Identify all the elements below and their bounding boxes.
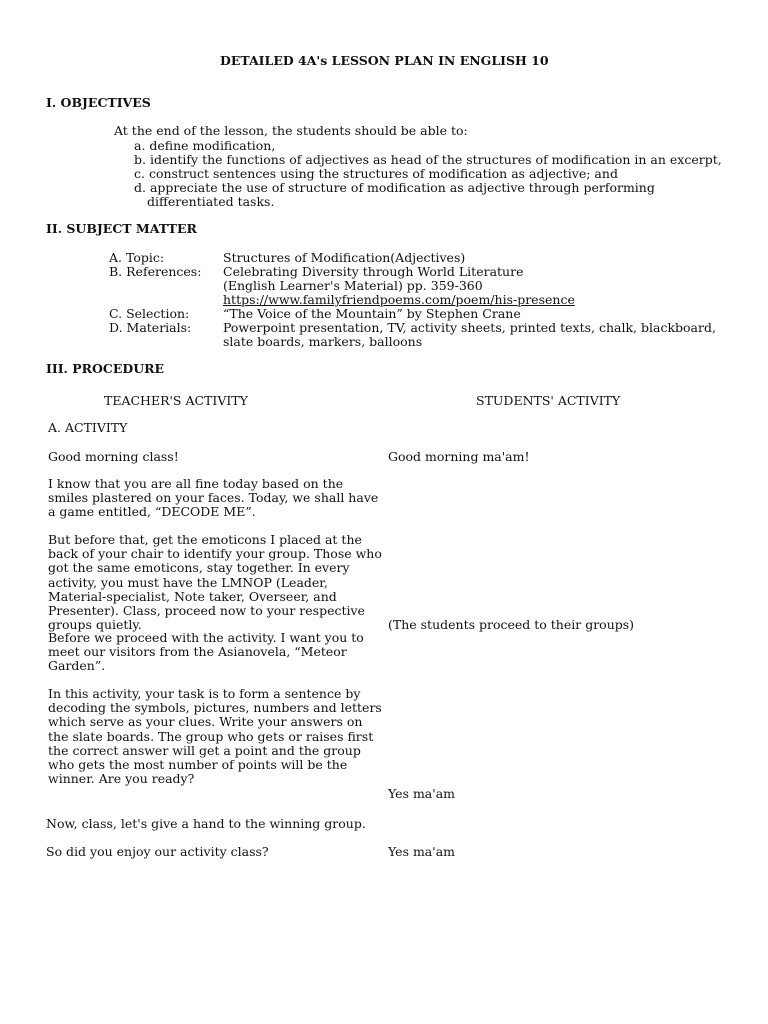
reference-link[interactable]: https://www.familyfriendpoems.com/poem/his-presence [223,292,575,307]
teacher-line: Before we proceed with the activity. I want you to meet our visitors from the Asianovela, “Meteor Garden”. [48,630,364,674]
objective-item: b. identify the functions of adjectives as head of the structures of modification in an excerpt, [134,152,722,167]
objectives-intro: At the end of the lesson, the students should be able to: [114,123,468,138]
student-line: Yes ma'am [388,786,455,801]
section-a-activity: A. ACTIVITY [48,420,128,435]
subject-value-topic: Structures of Modification(Adjectives) [223,250,466,265]
subject-label-selection: C. Selection: [109,306,190,321]
teacher-line: In this activity, your task is to form a sentence by decoding the symbols, pictures, numbers and letters which serve as your clues. Write your answers on the slate boards. The group who gets or raises first the correct answer will get a point and the group who gets the most number of points will be the winner. Are you ready? [48,686,382,787]
teacher-line: Good morning class! [48,449,179,464]
objective-item: d. appreciate the use of structure of modification as adjective through performing [134,180,655,195]
student-line: (The students proceed to their groups) [388,617,635,632]
objective-item: c. construct sentences using the structures of modification as adjective; and [134,166,618,181]
teacher-line: I know that you are all fine today based on the smiles plastered on your faces. Today, we shall have a game entitled, “DECODE ME”. [48,476,379,520]
subject-label-materials: D. Materials: [109,320,192,335]
student-line: Good morning ma'am! [388,449,530,464]
objectives-heading: I. OBJECTIVES [46,95,151,110]
teacher-line: So did you enjoy our activity class? [46,844,269,859]
subject-value-references: Celebrating Diversity through World Literature [223,264,524,279]
teacher-line: But before that, get the emoticons I placed at the back of your chair to identify your group. Those who got the same emoticons, stay together. In every activity, you must have the LMNOP (Leader, Material-specialist, Note taker, Overseer, and Presenter). Class, proceed now to your respective groups quietly. [48,532,382,633]
procedure-heading: III. PROCEDURE [46,361,165,376]
students-activity-header: STUDENTS' ACTIVITY [476,393,621,408]
subject-value-selection: “The Voice of the Mountain” by Stephen Crane [223,306,521,321]
subject-label-topic: A. Topic: [109,250,165,265]
objective-item: a. define modification, [134,138,276,153]
objective-item-continued: differentiated tasks. [147,194,275,209]
student-line: Yes ma'am [388,844,455,859]
subject-matter-heading: II. SUBJECT MATTER [46,221,197,236]
subject-value-materials: Powerpoint presentation, TV, activity sheets, printed texts, chalk, blackboard, [223,320,716,335]
teacher-line: Now, class, let's give a hand to the winning group. [46,816,366,831]
subject-value-materials-2: slate boards, markers, balloons [223,334,423,349]
subject-value-references-2: (English Learner's Material) pp. 359-360 [223,278,483,293]
subject-label-references: B. References: [109,264,202,279]
page-title: DETAILED 4A's LESSON PLAN IN ENGLISH 10 [220,53,549,68]
teacher-activity-header: TEACHER'S ACTIVITY [104,393,248,408]
